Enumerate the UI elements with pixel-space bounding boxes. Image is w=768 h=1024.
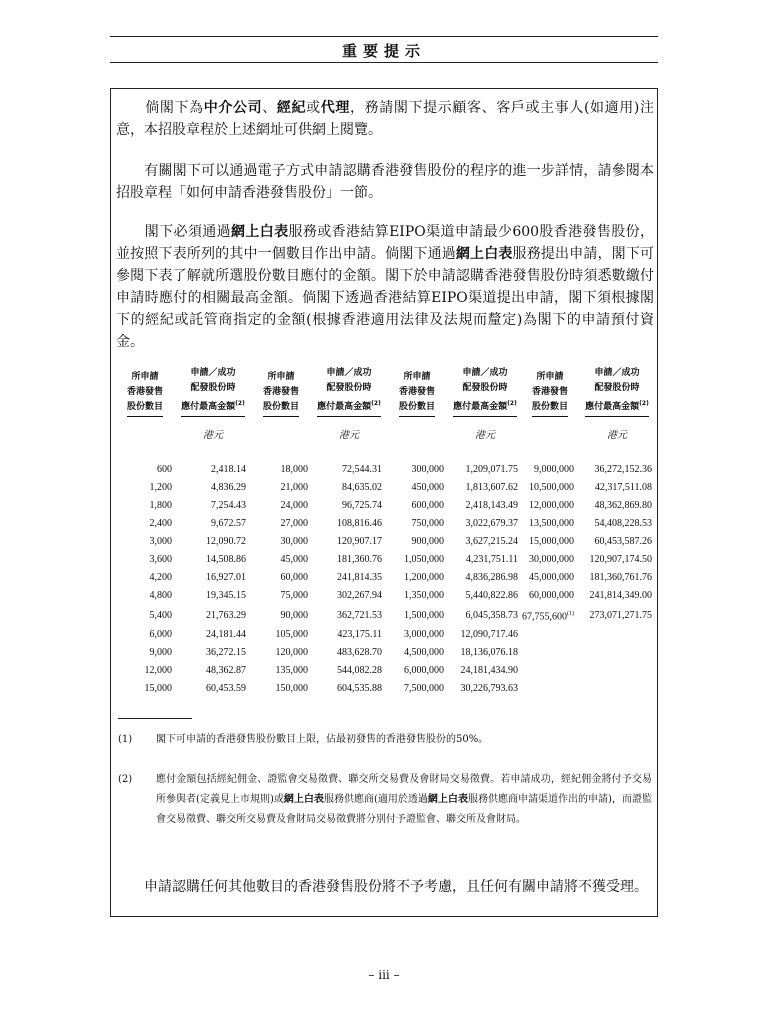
currency-unit: 港元 [475,429,495,441]
shares-cell: 1,800 [149,500,172,511]
shares-cell: 60,000 [280,572,308,583]
amount-cell: 42,317,511.08 [594,482,652,493]
bold-term: 網上白表 [455,246,513,262]
amount-cell [578,680,656,698]
amount-cell: 6,045,358.73 [465,609,518,621]
amount-cell: 4,836,286.98 [465,572,518,583]
amount-cell: 483,628.70 [337,647,382,659]
shares-cell: 12,000 [144,665,172,677]
amount-cell: 120,907.17 [337,536,382,547]
shares-cell: 10,500,000 [529,482,574,493]
table-row [114,662,656,680]
amount-header: 申請／成功 配發股份時 應付最高金額$^{(2)}$ [448,366,522,417]
amount-cell: 21,763.29 [206,609,246,621]
bold-term: 經紀 [276,100,307,116]
text-run: 、 [262,100,277,116]
amount-cell: 4,836.29 [211,482,246,493]
amount-cell: 60,453.59 [206,683,246,695]
table-row [114,626,656,644]
footnote-number: (2) [118,774,133,785]
header-rule-top [110,36,658,37]
text-run: 倘閣下為 [145,100,204,116]
shares-cell: 150,000 [275,683,308,695]
amount-cell: 24,181,434.90 [460,665,518,677]
bold-term: 網上白表 [230,224,289,240]
shares-cell: 3,000 [149,536,172,547]
footnote-ref: (1) [567,611,574,617]
text-run: 申請認購任何其他數目的香港發售股份將不予考慮，且任何有關申請將不獲受理。 [144,879,648,895]
shares-cell: 6,000,000 [404,665,444,677]
table-row [114,461,656,479]
table-row [114,680,656,698]
amount-cell: 181,360.76 [337,554,382,565]
amount-cell: 3,022,679.37 [465,518,518,529]
shares-cell: 600 [157,464,172,475]
amount-cell: 1,209,071.75 [465,464,518,475]
header-rule-bottom [110,62,658,63]
shares-cell: 60,000,000 [529,590,574,601]
shares-header: 所申請 香港發售 股份數目 [250,366,312,417]
other-amounts-paragraph [116,876,654,898]
table-row [114,533,656,551]
amount-cell: 1,813,607.62 [465,482,518,493]
page-number: – iii – [368,968,400,982]
table-row [114,551,656,569]
shares-header: 所申請 香港發售 股份數目 [114,366,176,417]
shares-cell: 15,000,000 [529,536,574,547]
shares-cell: 1,050,000 [404,554,444,565]
bold-term: 代理 [320,100,350,116]
amount-cell: 30,226,793.63 [460,683,518,695]
electronic-application-paragraph [116,160,654,204]
footnote-number: (1) [118,734,133,745]
amount-cell: 241,814,349.00 [589,590,652,601]
shares-cell: 15,000 [144,683,172,695]
table-body [114,461,656,698]
text-run: 服務供應商(適用於透過 [323,794,428,805]
shares-cell: 9,000,000 [534,464,574,475]
shares-cell: 120,000 [275,647,308,659]
text-run: 或 [306,100,321,116]
table-row [114,569,656,587]
amount-cell: 273,071,271.75 [589,609,652,621]
amount-header: 申請／成功 配發股份時 應付最高金額$^{(2)}$ [578,366,656,417]
amount-cell: 120,907,174.50 [589,554,652,565]
text-run: 有關閣下可以通過電子方式申請認購香港發售股份的程序的進一步詳情，請參閱本招股章程「如何申請香港發售股份」一節。 [116,163,655,201]
currency-unit: 港元 [203,429,223,441]
text-run: 服務或香港結算EIPO渠道申請最少600股香港發售股份，並按照下表所列的其中一個數目作出申請。倘閣下通過 [116,224,655,262]
amount-header: 申請／成功 配發股份時 應付最高金額$^{(2)}$ [312,366,386,417]
amount-cell: 362,721.53 [337,609,382,621]
amount-cell: 108,816.46 [337,518,382,529]
amount-cell: 36,272.15 [206,647,246,659]
shares-cell [522,605,578,626]
bold-term: 網上白表 [427,794,468,805]
currency-unit: 港元 [339,429,359,441]
shares-cell: 9,000 [149,647,172,659]
amount-cell: 48,362.87 [206,665,246,677]
shares-cell: 21,000 [280,482,308,493]
amount-cell: 48,362,869.80 [594,500,652,511]
footnote-rule [118,718,192,719]
shares-cell: 13,500,000 [529,518,574,529]
shares-cell: 3,600 [149,554,172,565]
text-run: 閣下必須通過 [144,224,231,240]
amount-cell: 24,181.44 [206,629,246,641]
shares-cell: 105,000 [275,629,308,641]
amount-cell: 96,725.74 [342,500,382,511]
text-run: 應付金額包括經紀佣金、證監會交易徵費、聯交所交易費及會財局交易徵費。若申請成功，經紀佣金將付予交易所參與者(定義見上市規則)或 [156,774,652,805]
shares-cell: 750,000 [411,518,444,529]
shares-cell: 30,000 [280,536,308,547]
amount-cell: 18,136,076.18 [460,647,518,659]
footnote-text [156,770,652,830]
amount-cell: 5,440,822.86 [465,590,518,601]
shares-cell: 24,000 [280,500,308,511]
shares-cell: 4,800 [149,590,172,601]
shares-cell [522,644,578,662]
amount-cell: 241,814.35 [337,572,382,583]
amount-cell: 72,544.31 [342,464,382,475]
amount-cell: 60,453,587.26 [594,536,652,547]
amount-header: 申請／成功 配發股份時 應付最高金額$^{(2)}$ [176,366,250,417]
shares-cell: 75,000 [280,590,308,601]
page-title: 重要提示 [341,42,426,60]
application-amount-table [114,366,656,698]
shares-cell: 18,000 [280,464,308,475]
shares-cell: 5,400 [149,609,172,621]
bold-term: 網上白表 [283,794,324,805]
shares-cell: 135,000 [275,665,308,677]
shares-value: 67,755,600 [522,611,567,623]
amount-cell: 12,090,717.46 [460,629,518,641]
shares-cell [522,662,578,680]
amount-cell: 302,267.94 [337,590,382,601]
shares-cell: 300,000 [411,464,444,475]
shares-header: 所申請 香港發售 股份數目 [386,366,448,417]
amount-cell: 16,927.01 [206,572,246,583]
shares-cell [522,626,578,644]
amount-cell [578,662,656,680]
amount-cell: 2,418,143.49 [465,500,518,511]
shares-cell: 1,500,000 [404,609,444,621]
shares-cell [522,680,578,698]
shares-cell: 4,200 [149,572,172,583]
table-row [114,644,656,662]
footnote-text: 閣下可申請的香港發售股份數目上限，佔最初發售的香港發售股份的50%。 [156,734,489,745]
text-run: 服務供應商申請渠道作出的申請)，而證監會交易徵費、聯交所交易費及會財局交易徵費將分別付予證監會、聯交所及會財局。 [156,794,652,825]
shares-cell: 1,200,000 [404,572,444,583]
amount-cell: 3,627,215.24 [465,536,518,547]
shares-cell: 45,000 [280,554,308,565]
shares-cell: 45,000,000 [529,572,574,583]
amount-cell: 2,418.14 [211,464,246,475]
amount-cell: 14,508.86 [206,554,246,565]
text-run: ，務請閣下提示顧客、客戶或主事人(如適用)注意，本招股章程於上述網址可供網上閱覽。 [116,100,655,138]
table-row [114,479,656,497]
table-row [114,587,656,605]
shares-cell: 7,500,000 [404,683,444,695]
currency-unit: 港元 [607,429,627,441]
shares-cell: 1,350,000 [404,590,444,601]
table-row [114,605,656,626]
amount-cell: 181,360,761.76 [589,572,652,583]
shares-header: 所申請 香港發售 股份數目 [522,366,578,417]
minimum-application-paragraph [116,221,654,353]
amount-cell: 54,408,228.53 [594,518,652,529]
amount-cell: 423,175.11 [337,629,382,641]
amount-cell: 544,082.28 [337,665,382,677]
shares-cell: 2,400 [149,518,172,529]
table-row [114,515,656,533]
amount-cell: 36,272,152.36 [594,464,652,475]
shares-cell: 27,000 [280,518,308,529]
amount-cell: 7,254.43 [211,500,246,511]
amount-cell [578,644,656,662]
shares-cell: 30,000,000 [529,554,574,565]
amount-cell: 84,635.02 [342,482,382,493]
shares-cell: 12,000,000 [529,500,574,511]
shares-cell: 3,000,000 [404,629,444,641]
shares-cell: 4,500,000 [404,647,444,659]
text-run: 服務提出申請，閣下可參閱下表了解就所選股份數目應付的金額。閣下於申請認購香港發售股份時須悉數繳付申請時應付的相關最高金額。倘閣下透過香港結算EIPO渠道提出申請，閣下須根據閣下的經紀或託管商指定的金額(根據香港適用法律及法規而釐定)為閣下的申請預付資金。 [116,246,655,350]
shares-cell: 600,000 [411,500,444,511]
intermediary-paragraph [116,97,654,141]
table-row [114,497,656,515]
shares-cell: 900,000 [411,536,444,547]
amount-cell: 604,535.88 [337,683,382,695]
bold-term: 中介公司 [203,100,263,116]
amount-cell: 4,231,751.11 [465,554,518,565]
amount-cell: 12,090.72 [206,536,246,547]
shares-cell: 90,000 [280,609,308,621]
amount-cell: 19,345.15 [206,590,246,601]
table-unit-row [114,417,656,449]
amount-cell [578,626,656,644]
table-header-row [114,366,656,417]
shares-cell: 450,000 [411,482,444,493]
amount-cell: 9,672.57 [211,518,246,529]
shares-cell: 6,000 [149,629,172,641]
shares-cell: 1,200 [149,482,172,493]
